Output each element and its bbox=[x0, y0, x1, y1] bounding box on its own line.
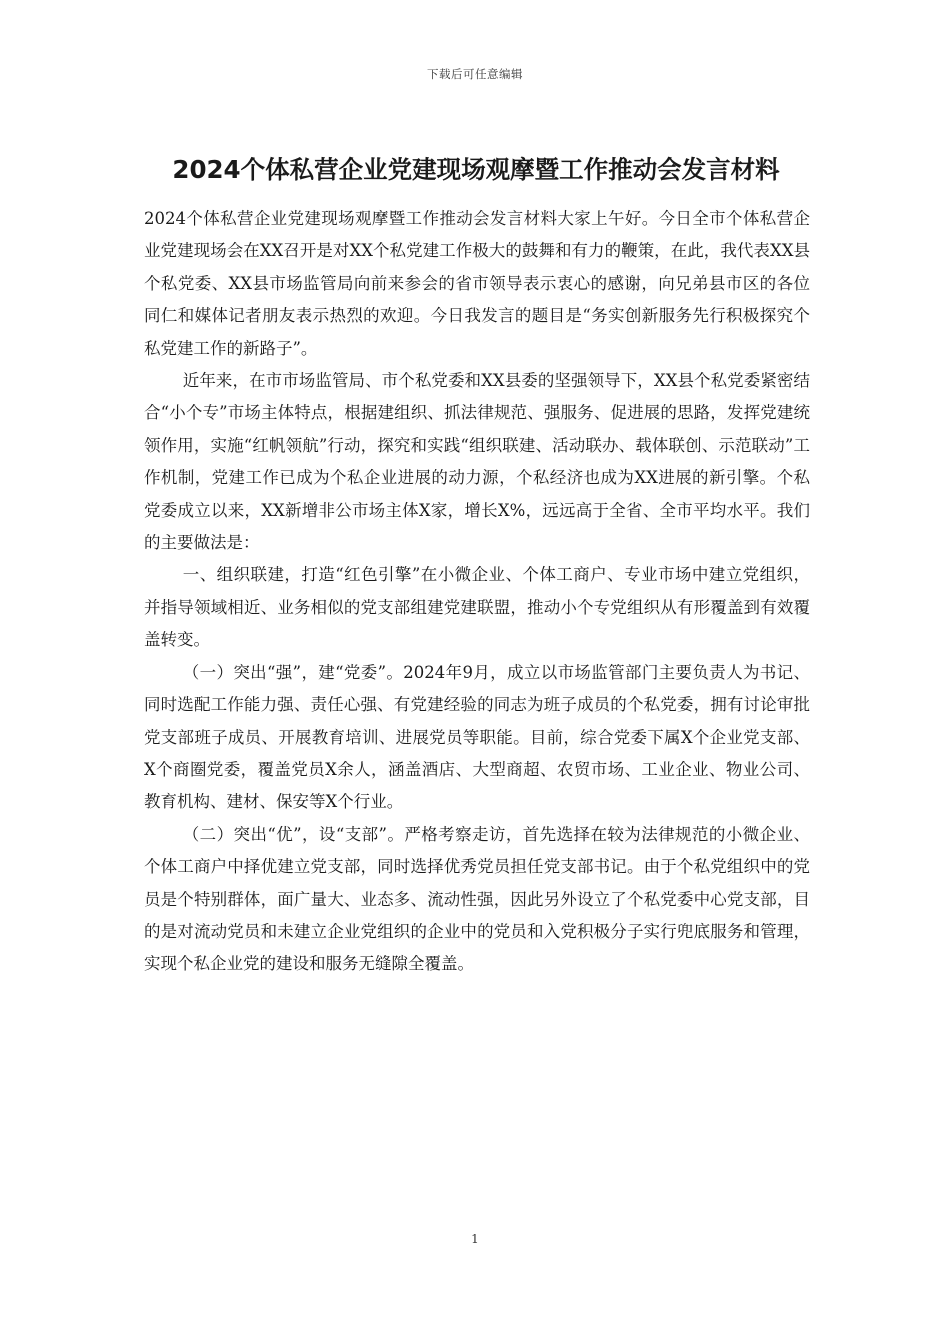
document-body bbox=[144, 203, 810, 981]
paragraph-subsection-one: （一）突出“强”，建“党委”。2024年9月，成立以市场监管部门主要负责人为书记、同时选配工作能力强、责任心强、有党建经验的同志为班子成员的个私党委，拥有讨论审批党支部班子成员、开展教育培训、进展党员等职能。目前，综合党委下属X个企业党支部、X个商圈党委，覆盖党员X余人，涵盖酒店、大型商超、农贸市场、工业企业、物业公司、教育机构、建材、保安等X个行业。 bbox=[144, 662, 810, 812]
paragraph-intro: 2024个体私营企业党建现场观摩暨工作推动会发言材料大家上午好。今日全市个体私营企业党建现场会在XX召开是对XX个私党建工作极大的鼓舞和有力的鞭策，在此，我代表XX县个私党委、XX县市场监管局向前来参会的省市领导表示衷心的感谢，向兄弟县市区的各位同仁和媒体记者朋友表示热烈的欢迎。今日我发言的题目是“务实创新服务先行积极探究个私党建工作的新路子”。 bbox=[144, 209, 810, 358]
page-header-note: 下载后可任意编辑 bbox=[427, 67, 523, 81]
paragraph-section-one: 一、组织联建，打造“红色引擎”在小微企业、个体工商户、专业市场中建立党组织，并指导领域相近、业务相似的党支部组建党建联盟，推动小个专党组织从有形覆盖到有效覆盖转变。 bbox=[144, 565, 810, 650]
page-number: 1 bbox=[471, 1232, 479, 1246]
document-title: 2024个体私营企业党建现场观摩暨工作推动会发言材料 bbox=[172, 155, 780, 184]
paragraph-subsection-two: （二）突出“优”，设“支部”。严格考察走访，首先选择在较为法律规范的小微企业、个体工商户中择优建立党支部，同时选择优秀党员担任党支部书记。由于个私党组织中的党员是个特别群体，面广量大、业态多、流动性强，因此另外设立了个私党委中心党支部，目的是对流动党员和未建立企业党组织的企业中的党员和入党积极分子实行兜底服务和管理，实现个私企业党的建设和服务无缝隙全覆盖。 bbox=[144, 824, 810, 974]
paragraph-background: 近年来，在市市场监管局、市个私党委和XX县委的坚强领导下，XX县个私党委紧密结合“小个专”市场主体特点，根据建组织、抓法律规范、强服务、促进展的思路，发挥党建统领作用，实施“红帆领航”行动，探究和实践“组织联建、活动联办、载体联创、示范联动”工作机制，党建工作已成为个私企业进展的动力源，个私经济也成为XX进展的新引擎。个私党委成立以来，XX新增非公市场主体X家，增长X%，远远高于全省、全市平均水平。我们的主要做法是： bbox=[144, 371, 810, 553]
